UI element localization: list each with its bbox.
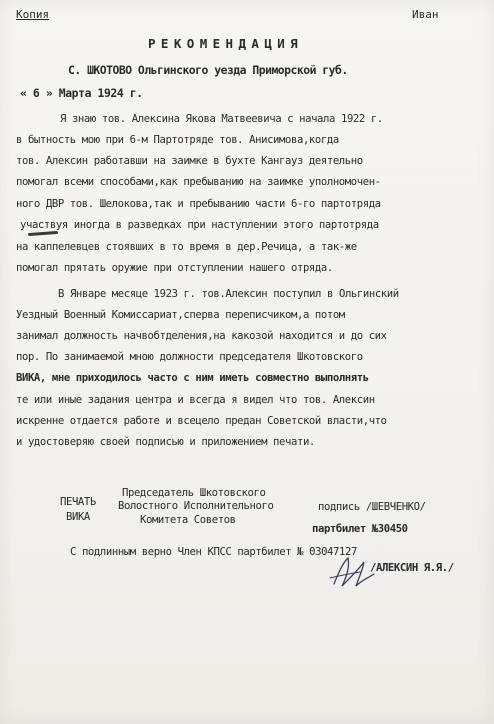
signature-label: подпись /ШЕВЧЕНКО/ xyxy=(318,501,426,513)
body-line: занимал должность начвобтделения,на какозой находится и до сих xyxy=(16,330,387,342)
chairman-title: Председатель Шкотовского xyxy=(122,487,266,499)
body-line: те или иные задания центра и всегда я видел что тов. Алексин xyxy=(16,394,375,406)
header-right-note: Иван xyxy=(412,8,439,21)
body-line: пор. По занимаемой мною должности председателя Шкотовского xyxy=(16,351,363,363)
body-line: искренне отдается работе и всецело предан Советской власти,что xyxy=(16,415,387,427)
body-line: в бытность мою при 6-м Партотряде тов. Анисимова,когда xyxy=(16,134,339,146)
handwritten-signature xyxy=(324,548,384,592)
stamp-label: ПЕЧАТЬ xyxy=(60,496,96,508)
certifier-name: /АЛЕКСИН Я.Я./ xyxy=(370,562,454,574)
body-line: ного ДВР тов. Шелокова,так и пребыванию части 6-го партотряда xyxy=(16,198,381,210)
body-line: ВИКА, мне приходилось часто с ним иметь совместно выполнять xyxy=(16,372,369,384)
body-line: участвуя иногда в разведках при наступлении этого партотряда xyxy=(20,219,379,231)
body-line: Я знаю тов. Алексина Якова Матвеевича с начала 1922 г. xyxy=(60,113,383,125)
body-line: тов. Алексин работавши на заимке в бухте Кангауз деятельно xyxy=(16,155,363,167)
chairman-title: Комитета Советов xyxy=(140,514,236,526)
chairman-title: Волостного Исполнительного xyxy=(118,500,274,512)
body-line: Уездный Военный Комиссариат,сперва переписчиком,а потом xyxy=(16,309,345,321)
party-card-number: партбилет №30450 xyxy=(312,523,408,535)
document-date: « 6 » Марта 1924 г. xyxy=(20,86,143,100)
body-line: на каппелевцев стоявших в то время в дер.Речица, а так-же xyxy=(16,241,357,253)
stamp-label: ВИКА xyxy=(66,511,90,523)
body-line: В Январе месяце 1923 г. тов.Алексин поступил в Ольгинский xyxy=(58,288,399,300)
ink-mark xyxy=(28,231,58,236)
body-line: помогал всеми способами,как пребыванию на заимке уполномочен- xyxy=(16,176,381,188)
document-place: С. ШКОТОВО Ольгинского уезда Приморской губ. xyxy=(68,63,348,77)
body-line: и удостоверяю своей подписью и приложением печати. xyxy=(16,436,315,448)
certification-line: С подлинным верно Член КПСС партбилет № 03047127 xyxy=(70,546,357,558)
copy-label: Копия xyxy=(16,8,50,21)
document-title: РЕКОМЕНДАЦИЯ xyxy=(148,36,304,51)
body-line: помогал прятать оружие при отступлении нашего отряда. xyxy=(16,262,333,274)
